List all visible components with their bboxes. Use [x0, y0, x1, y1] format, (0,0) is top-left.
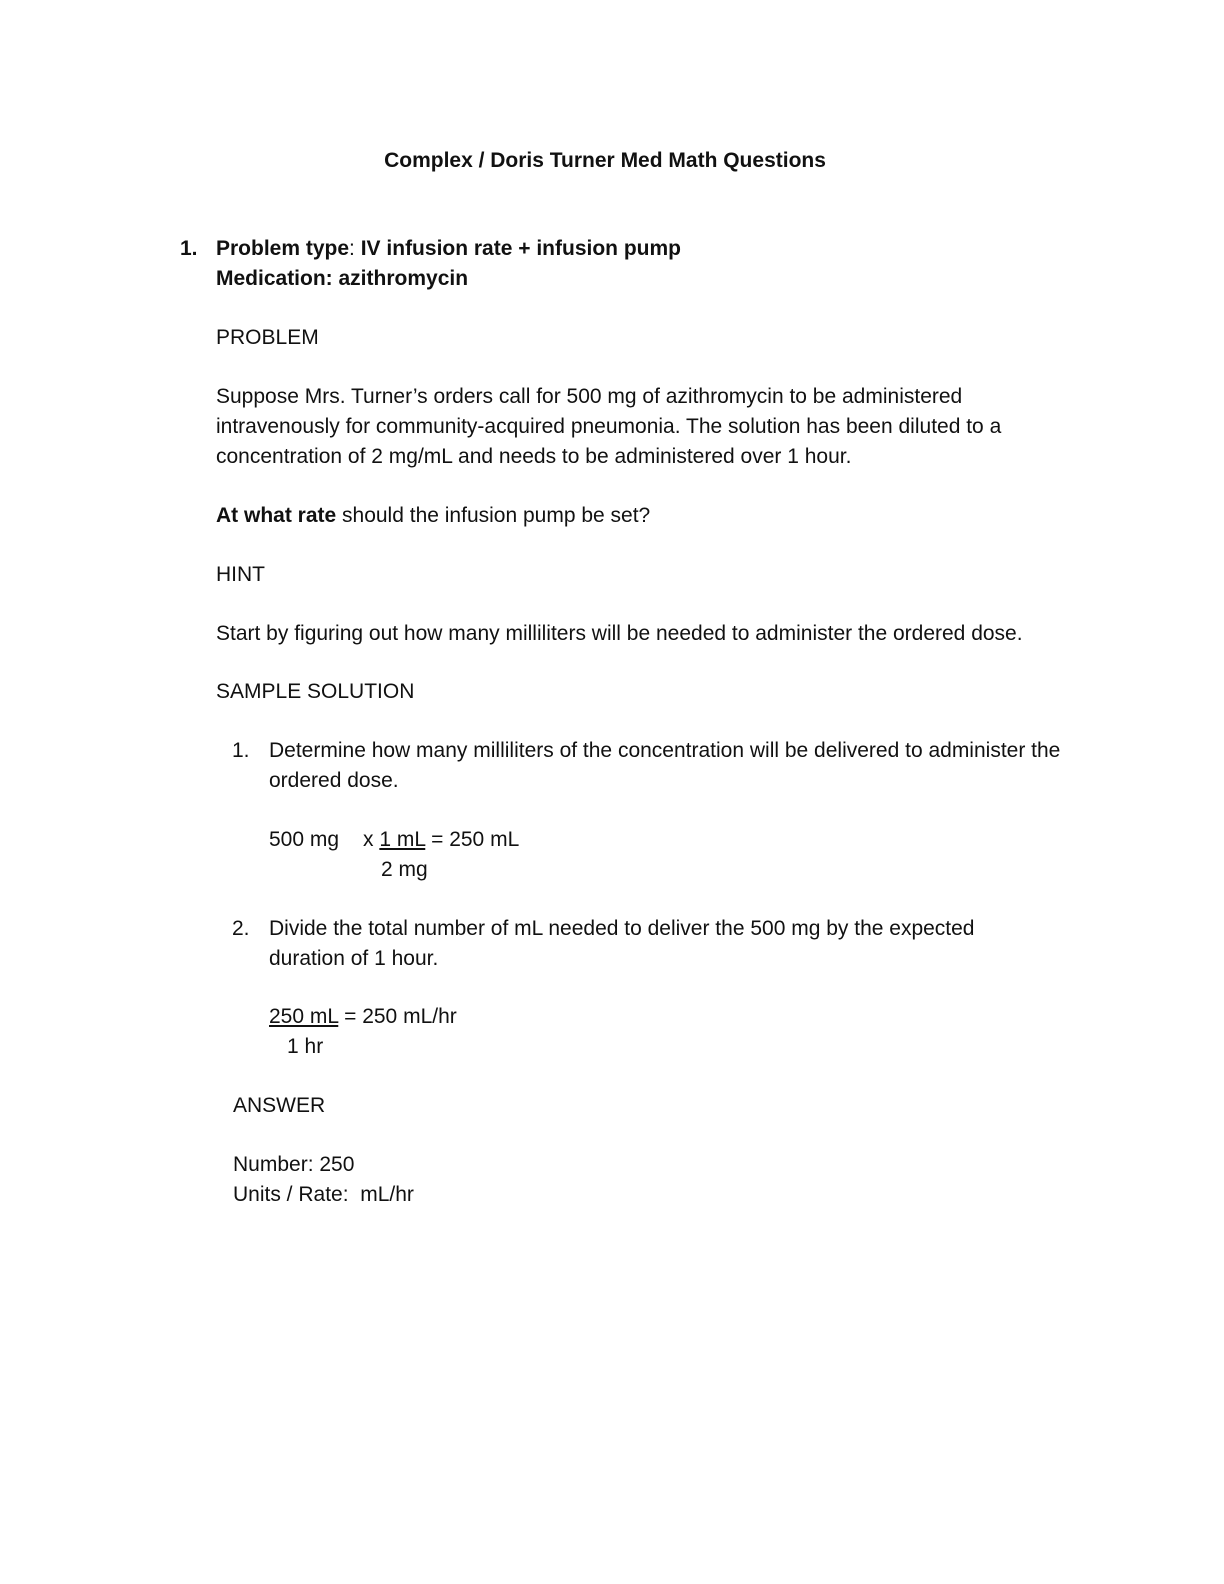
step-2-calc-result: = 250 mL/hr: [338, 1005, 457, 1028]
step-2-number: 2.: [232, 917, 250, 940]
step-1-calc-result: = 250 mL: [425, 828, 520, 851]
problem-type-value: IV infusion rate + infusion pump: [354, 237, 681, 260]
solution-heading: SAMPLE SOLUTION: [216, 680, 415, 703]
step-1-text: Determine how many milliliters of the concentration will be delivered to administer the ordered dose.: [269, 739, 1061, 792]
step-1-calc-numerator: 1 mL: [379, 828, 426, 851]
answer-heading: ANSWER: [233, 1094, 326, 1117]
problem-type-label: Problem type: [216, 237, 350, 260]
step-1-number: 1.: [232, 739, 250, 762]
problem-question-rest: should the infusion pump be set?: [336, 504, 651, 527]
step-1-calc-x: x: [363, 828, 380, 851]
problem-question-bold: At what rate: [216, 504, 337, 527]
answer-number: Number: 250: [233, 1153, 355, 1176]
step-2-text: Divide the total number of mL needed to deliver the 500 mg by the expected duration of 1 hour.: [269, 917, 975, 970]
problem-question: [216, 501, 1076, 531]
medication-line: Medication: azithromycin: [216, 267, 469, 290]
problem-type-line: [216, 234, 1076, 264]
problem-type-colon: :: [349, 237, 355, 260]
problem-heading: PROBLEM: [216, 326, 319, 349]
answer-units: Units / Rate: mL/hr: [233, 1183, 414, 1206]
step-1-calc-expression: [363, 825, 519, 855]
question-number: 1.: [180, 237, 198, 260]
step-2-calc-denominator: 1 hr: [287, 1035, 324, 1058]
step-1-calc-denominator: 2 mg: [381, 858, 428, 881]
hint-text: Start by figuring out how many milliliters will be needed to administer the ordered dose.: [216, 622, 1023, 645]
step-1-calc-left: 500 mg: [269, 828, 340, 851]
step-2-calc-numerator: 250 mL: [269, 1005, 339, 1028]
hint-heading: HINT: [216, 563, 265, 586]
problem-text: Suppose Mrs. Turner’s orders call for 500 mg of azithromycin to be administered intravenously for community-acquired pneumonia. The solution has been diluted to a concentration of 2 mg/mL and needs to be administered over 1 hour.: [216, 385, 1002, 468]
step-2-calc-expression: [269, 1002, 457, 1032]
page-title: Complex / Doris Turner Med Math Questions: [384, 149, 826, 172]
